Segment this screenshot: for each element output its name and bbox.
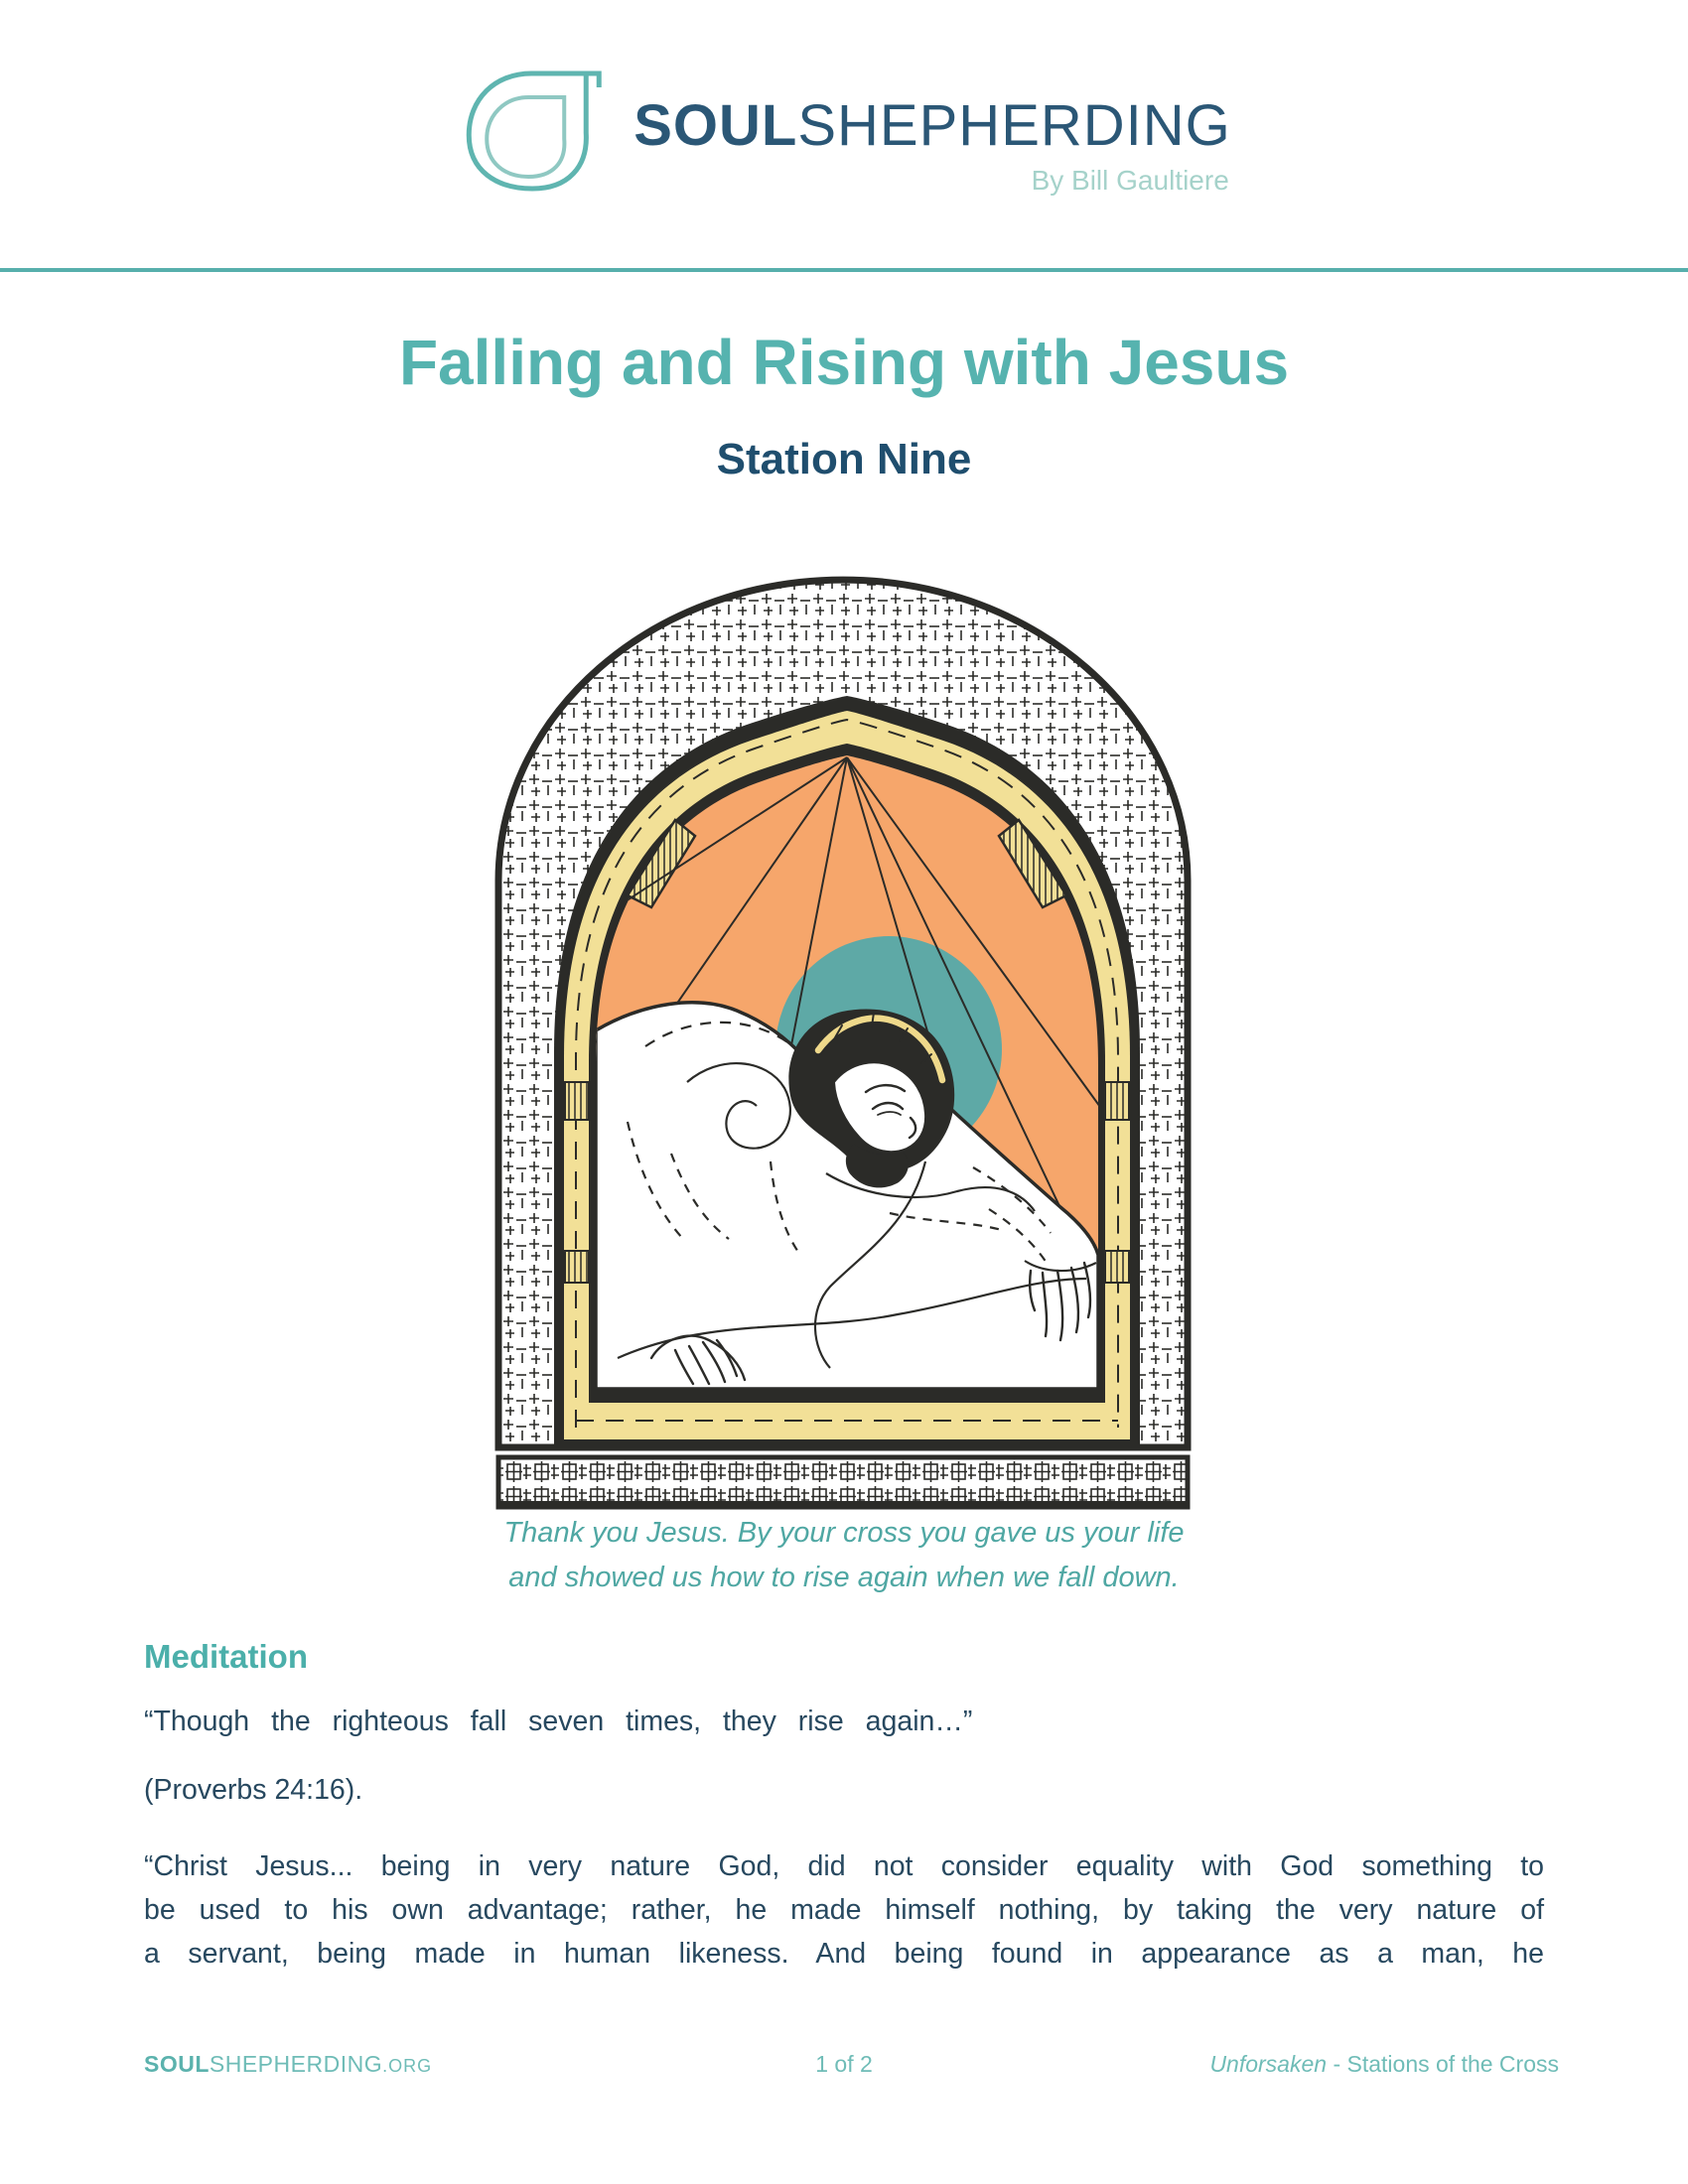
- footer-page-indicator: 1 of 2: [815, 2051, 873, 2077]
- footer-series-title: [1209, 2051, 1559, 2078]
- page-subtitle: Station Nine: [716, 435, 972, 483]
- meditation-passage: [144, 1844, 1544, 1976]
- page-title: Falling and Rising with Jesus: [398, 327, 1290, 398]
- meditation-heading: Meditation: [144, 1638, 308, 1675]
- passage-line: a servant, being made in human likeness. And being found in appearance as a man, he: [144, 1938, 1544, 1970]
- stained-glass-window-illustration: [477, 566, 1201, 1519]
- caption-line-1: Thank you Jesus. By your cross you gave us your life: [503, 1517, 1185, 1549]
- meditation-citation: (Proverbs 24:16).: [144, 1774, 363, 1806]
- footer-series-rest: - Stations of the Cross: [1327, 2051, 1559, 2077]
- footer-site-soul: SOUL: [144, 2051, 210, 2077]
- footer-site-tld: .ORG: [382, 2056, 433, 2076]
- meditation-quote: “Though the righteous fall seven times, they rise again…”: [144, 1706, 973, 1737]
- teal-divider-rule: [0, 268, 1688, 272]
- page-footer: [0, 2051, 1688, 2091]
- logo-word-soul: SOUL: [633, 93, 798, 158]
- logo-wordmark: [633, 93, 1231, 158]
- header: [457, 64, 1231, 197]
- soul-shepherding-logo-icon: [457, 64, 616, 195]
- logo-text-column: [633, 64, 1231, 197]
- illustration-caption: [0, 1511, 1688, 1600]
- caption-line-2: and showed us how to rise again when we fall down.: [508, 1561, 1180, 1593]
- footer-series-name: Unforsaken: [1209, 2051, 1328, 2077]
- logo-byline: By Bill Gaultiere: [1031, 165, 1229, 196]
- footer-site-shepherding: SHEPHERDING: [209, 2051, 383, 2077]
- passage-line: be used to his own advantage; rather, he made himself nothing, by taking the very nature of: [144, 1894, 1544, 1926]
- meditation-section: [144, 1638, 1544, 1976]
- logo-word-shepherding: SHEPHERDING: [797, 93, 1231, 158]
- passage-line: “Christ Jesus... being in very nature God, did not consider equality with God something to: [144, 1850, 1544, 1882]
